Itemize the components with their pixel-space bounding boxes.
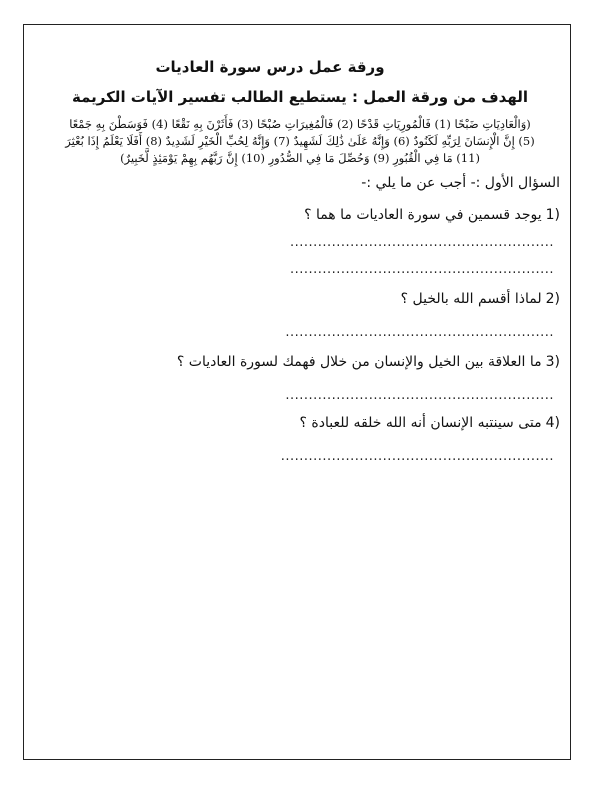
question-3	[40, 354, 560, 370]
question-text: يوجد قسمين في سورة العاديات ما هما ؟	[304, 207, 542, 223]
answer-line[interactable]: .........................................................	[289, 235, 554, 250]
verse-line-3: (11) مَا فِي الْقُبُورِ (9) وَحُصِّلَ مَا فِي الصُّدُورِ (10) إِنَّ رَبَّهُم بِهِمْ يَوْمَئِذٍ لَّخَبِيرٌ)	[120, 151, 480, 165]
answer-line[interactable]: ...........................................................	[280, 449, 554, 464]
verse-line-1: (وَالْعَادِيَاتِ ضَبْحًا (1) فَالْمُورِيَاتِ قَدْحًا (2) فَالْمُغِيرَاتِ صُبْحًا (3) فَأَثَرْنَ بِهِ نَقْعًا (4) فَوَسَطْنَ بِهِ جَمْعًا	[69, 117, 531, 131]
question-text: لماذا أقسم الله بالخيل ؟	[400, 291, 542, 307]
verse-line-2: (5) إِنَّ الْإِنسَانَ لِرَبِّهِ لَكَنُودٌ (6) وَإِنَّهُ عَلَىٰ ذَٰلِكَ لَشَهِيدٌ (7) وَإِنَّهُ لِحُبِّ الْخَيْرِ لَشَدِيدٌ (8) أَفَلَا يَعْلَمُ إِذَا بُعْثِرَ	[65, 134, 535, 148]
question-1	[40, 207, 560, 223]
worksheet-title: ورقة عمل درس سورة العاديات	[155, 58, 385, 76]
question-number: 4)	[545, 415, 560, 431]
question-2	[40, 291, 560, 307]
question-text: ما العلاقة بين الخيل والإنسان من خلال فهمك لسورة العاديات ؟	[176, 354, 542, 370]
answer-line[interactable]: .........................................................	[289, 262, 554, 277]
answer-line[interactable]: ..........................................................	[285, 388, 554, 403]
question-number: 3)	[545, 354, 560, 370]
question-number: 2)	[545, 291, 560, 307]
question-heading: السؤال الأول :- أجب عن ما يلي :-	[361, 175, 560, 191]
question-text: متى سينتبه الإنسان أنه الله خلقه للعبادة ؟	[299, 415, 542, 431]
quran-verses	[40, 116, 560, 167]
question-number: 1)	[545, 207, 560, 223]
worksheet-content	[40, 58, 560, 464]
worksheet-goal: الهدف من ورقة العمل : يستطيع الطالب تفسير الآيات الكريمة	[71, 88, 529, 106]
question-4	[40, 415, 560, 431]
answer-line[interactable]: ..........................................................	[285, 325, 554, 340]
